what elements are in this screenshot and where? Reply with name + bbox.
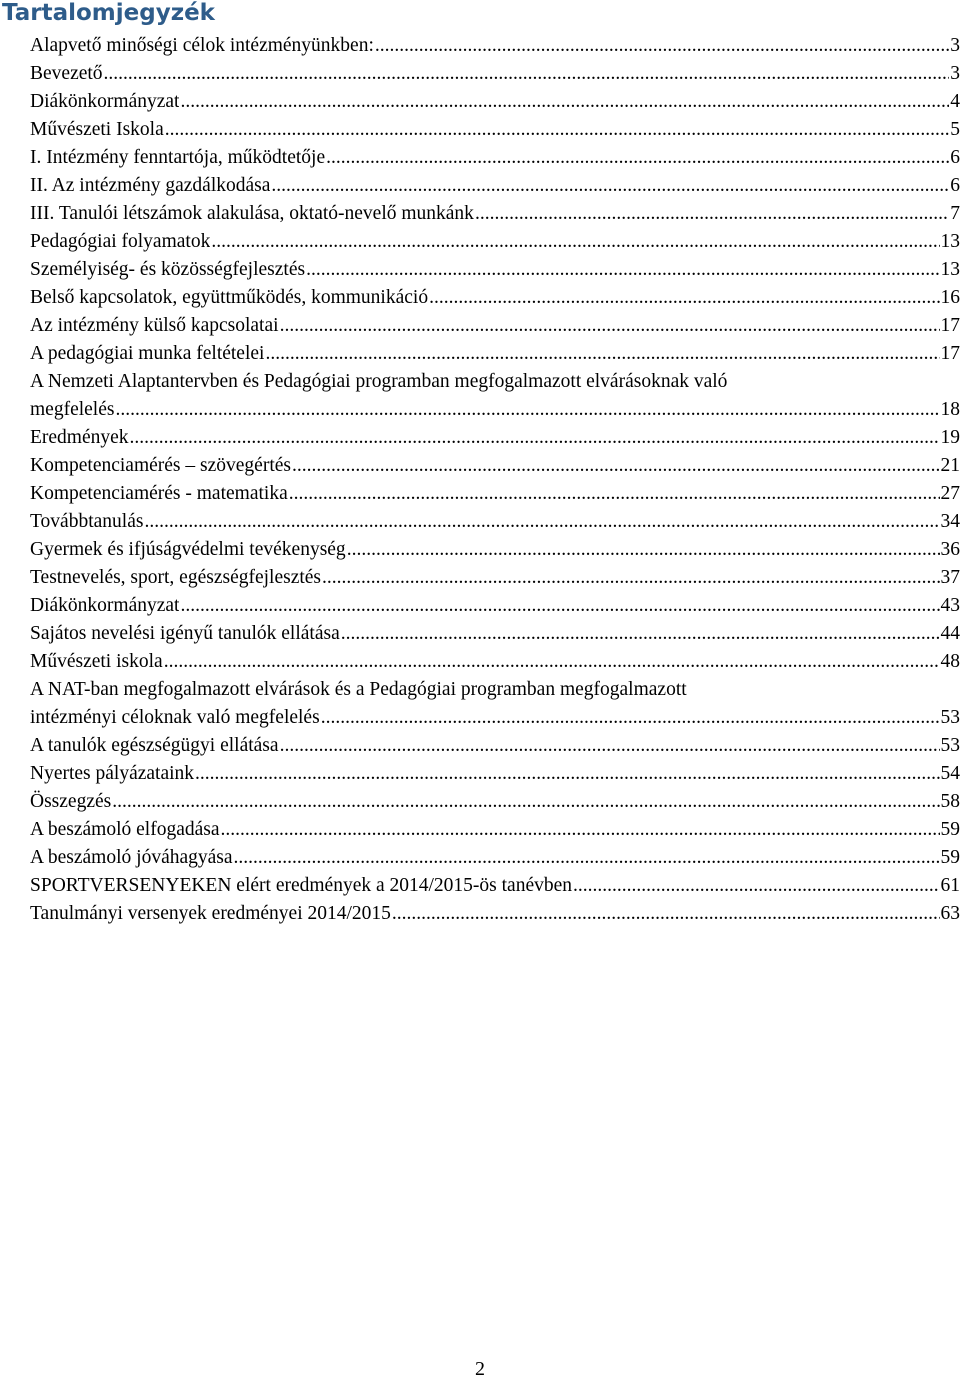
toc-entry-page: 17 xyxy=(941,340,960,368)
dot-leader xyxy=(271,172,949,200)
toc-entry-page: 4 xyxy=(950,88,960,116)
toc-entry-page: 43 xyxy=(941,592,960,620)
dot-leader xyxy=(164,648,940,676)
toc-entry-title: Személyiség- és közösségfejlesztés xyxy=(30,256,305,284)
dot-leader xyxy=(130,424,940,452)
toc-entry-page: 27 xyxy=(941,480,960,508)
toc-entry[interactable] xyxy=(30,116,960,144)
toc-entry-page: 6 xyxy=(950,144,960,172)
toc-entry-page: 7 xyxy=(950,200,960,228)
dot-leader xyxy=(234,844,940,872)
dot-leader xyxy=(321,704,940,732)
toc-entry[interactable] xyxy=(30,900,960,928)
toc-entry-page: 37 xyxy=(941,564,960,592)
toc-entry-title: Eredmények xyxy=(30,424,129,452)
toc-entry[interactable] xyxy=(30,368,960,424)
toc-entry-title-line1: A NAT-ban megfogalmazott elvárások és a Pedagógiai programban megfogalmazott xyxy=(30,676,960,704)
toc-entry-page: 19 xyxy=(941,424,960,452)
dot-leader xyxy=(347,536,940,564)
toc-entry[interactable] xyxy=(30,200,960,228)
dot-leader xyxy=(265,340,939,368)
toc-entry-title: intézményi céloknak való megfelelés xyxy=(30,704,320,732)
toc-entry-page: 13 xyxy=(941,256,960,284)
toc-entry[interactable] xyxy=(30,648,960,676)
toc-entry[interactable] xyxy=(30,284,960,312)
toc-entry[interactable] xyxy=(30,424,960,452)
dot-leader xyxy=(165,116,949,144)
toc-entry[interactable] xyxy=(30,312,960,340)
toc-heading: Tartalomjegyzék xyxy=(2,0,215,28)
toc-entry-page: 18 xyxy=(941,396,960,424)
toc-entry-title: Az intézmény külső kapcsolatai xyxy=(30,312,279,340)
toc-entry-title-line1: A Nemzeti Alaptantervben és Pedagógiai programban megfogalmazott elvárásoknak való xyxy=(30,368,960,396)
toc-entry-title: A pedagógiai munka feltételei xyxy=(30,340,264,368)
dot-leader xyxy=(322,564,939,592)
dot-leader xyxy=(180,592,939,620)
toc-entry[interactable] xyxy=(30,816,960,844)
toc-entry[interactable] xyxy=(30,480,960,508)
toc-entry-page: 16 xyxy=(941,284,960,312)
toc-entry[interactable] xyxy=(30,32,960,60)
dot-leader xyxy=(280,732,940,760)
toc-entry[interactable] xyxy=(30,788,960,816)
toc-entry-title: Sajátos nevelési igényű tanulók ellátása xyxy=(30,620,340,648)
toc-entry-page: 53 xyxy=(941,704,960,732)
toc-entry-title: Testnevelés, sport, egészségfejlesztés xyxy=(30,564,321,592)
toc-entry-page: 3 xyxy=(950,32,960,60)
toc-entry[interactable] xyxy=(30,172,960,200)
toc-entry-title: A tanulók egészségügyi ellátása xyxy=(30,732,279,760)
toc-entry-title: Gyermek és ifjúságvédelmi tevékenység xyxy=(30,536,346,564)
toc-entry-page: 3 xyxy=(950,60,960,88)
toc-entry-title: A beszámoló jóváhagyása xyxy=(30,844,233,872)
toc-entry-title: Bevezető xyxy=(30,60,103,88)
toc-entry-page: 21 xyxy=(941,452,960,480)
dot-leader xyxy=(195,760,939,788)
toc-entry-page: 13 xyxy=(941,228,960,256)
toc-entry[interactable] xyxy=(30,564,960,592)
toc-entry[interactable] xyxy=(30,340,960,368)
dot-leader xyxy=(341,620,940,648)
toc-entry-title: Belső kapcsolatok, együttműködés, kommunikáció xyxy=(30,284,428,312)
toc-entry-page: 61 xyxy=(941,872,960,900)
toc-entry[interactable] xyxy=(30,732,960,760)
toc-entry-page: 58 xyxy=(941,788,960,816)
toc-entry[interactable] xyxy=(30,228,960,256)
toc-entry[interactable] xyxy=(30,256,960,284)
toc-entry-page: 36 xyxy=(941,536,960,564)
toc-entry[interactable] xyxy=(30,592,960,620)
dot-leader xyxy=(392,900,940,928)
toc-entry-page: 59 xyxy=(941,844,960,872)
toc-entry-page: 6 xyxy=(950,172,960,200)
toc-entry-title: Diákönkormányzat xyxy=(30,88,179,116)
dot-leader xyxy=(289,480,940,508)
toc-entry-page: 44 xyxy=(941,620,960,648)
toc-entry[interactable] xyxy=(30,872,960,900)
dot-leader xyxy=(211,228,939,256)
toc-entry-page: 48 xyxy=(941,648,960,676)
dot-leader xyxy=(573,872,939,900)
dot-leader xyxy=(180,88,949,116)
dot-leader xyxy=(375,32,949,60)
toc-entry[interactable] xyxy=(30,536,960,564)
toc-entry-title: Kompetenciamérés - matematika xyxy=(30,480,288,508)
dot-leader xyxy=(280,312,940,340)
dot-leader xyxy=(306,256,939,284)
toc-entry-title: II. Az intézmény gazdálkodása xyxy=(30,172,270,200)
toc-entry-title: Összegzés xyxy=(30,788,111,816)
toc-entry[interactable] xyxy=(30,88,960,116)
toc-list xyxy=(30,32,960,928)
toc-entry-page: 53 xyxy=(941,732,960,760)
toc-entry-page: 17 xyxy=(941,312,960,340)
toc-entry-title: Alapvető minőségi célok intézményünkben: xyxy=(30,32,374,60)
dot-leader xyxy=(475,200,949,228)
toc-entry[interactable] xyxy=(30,60,960,88)
toc-entry-title: Művészeti Iskola xyxy=(30,116,164,144)
toc-entry-title: Diákönkormányzat xyxy=(30,592,179,620)
toc-entry[interactable] xyxy=(30,760,960,788)
dot-leader xyxy=(292,452,940,480)
toc-entry-page: 5 xyxy=(950,116,960,144)
toc-entry-page: 63 xyxy=(941,900,960,928)
toc-entry-title: III. Tanulói létszámok alakulása, oktató-nevelő munkánk xyxy=(30,200,474,228)
toc-entry-title: A beszámoló elfogadása xyxy=(30,816,220,844)
dot-leader xyxy=(221,816,940,844)
dot-leader xyxy=(429,284,939,312)
dot-leader xyxy=(112,788,939,816)
toc-entry-title: Művészeti iskola xyxy=(30,648,163,676)
toc-entry-title: Tanulmányi versenyek eredményei 2014/2015 xyxy=(30,900,391,928)
toc-entry[interactable] xyxy=(30,508,960,536)
toc-entry-page: 59 xyxy=(941,816,960,844)
dot-leader xyxy=(144,508,939,536)
toc-entry-title: Kompetenciamérés – szövegértés xyxy=(30,452,291,480)
dot-leader xyxy=(104,60,950,88)
toc-entry-title: SPORTVERSENYEKEN elért eredmények a 2014/2015-ös tanévben xyxy=(30,872,572,900)
toc-entry-title: Továbbtanulás xyxy=(30,508,143,536)
toc-entry[interactable] xyxy=(30,144,960,172)
page-number: 2 xyxy=(0,1356,960,1382)
toc-entry-title: Nyertes pályázataink xyxy=(30,760,194,788)
dot-leader xyxy=(326,144,949,172)
toc-entry-title: megfelelés xyxy=(30,396,114,424)
toc-entry[interactable] xyxy=(30,620,960,648)
toc-entry-title: Pedagógiai folyamatok xyxy=(30,228,210,256)
toc-entry[interactable] xyxy=(30,676,960,732)
toc-entry-title: I. Intézmény fenntartója, működtetője xyxy=(30,144,325,172)
toc-entry[interactable] xyxy=(30,844,960,872)
toc-entry[interactable] xyxy=(30,452,960,480)
dot-leader xyxy=(115,396,939,424)
toc-entry-page: 34 xyxy=(941,508,960,536)
toc-entry-page: 54 xyxy=(941,760,960,788)
